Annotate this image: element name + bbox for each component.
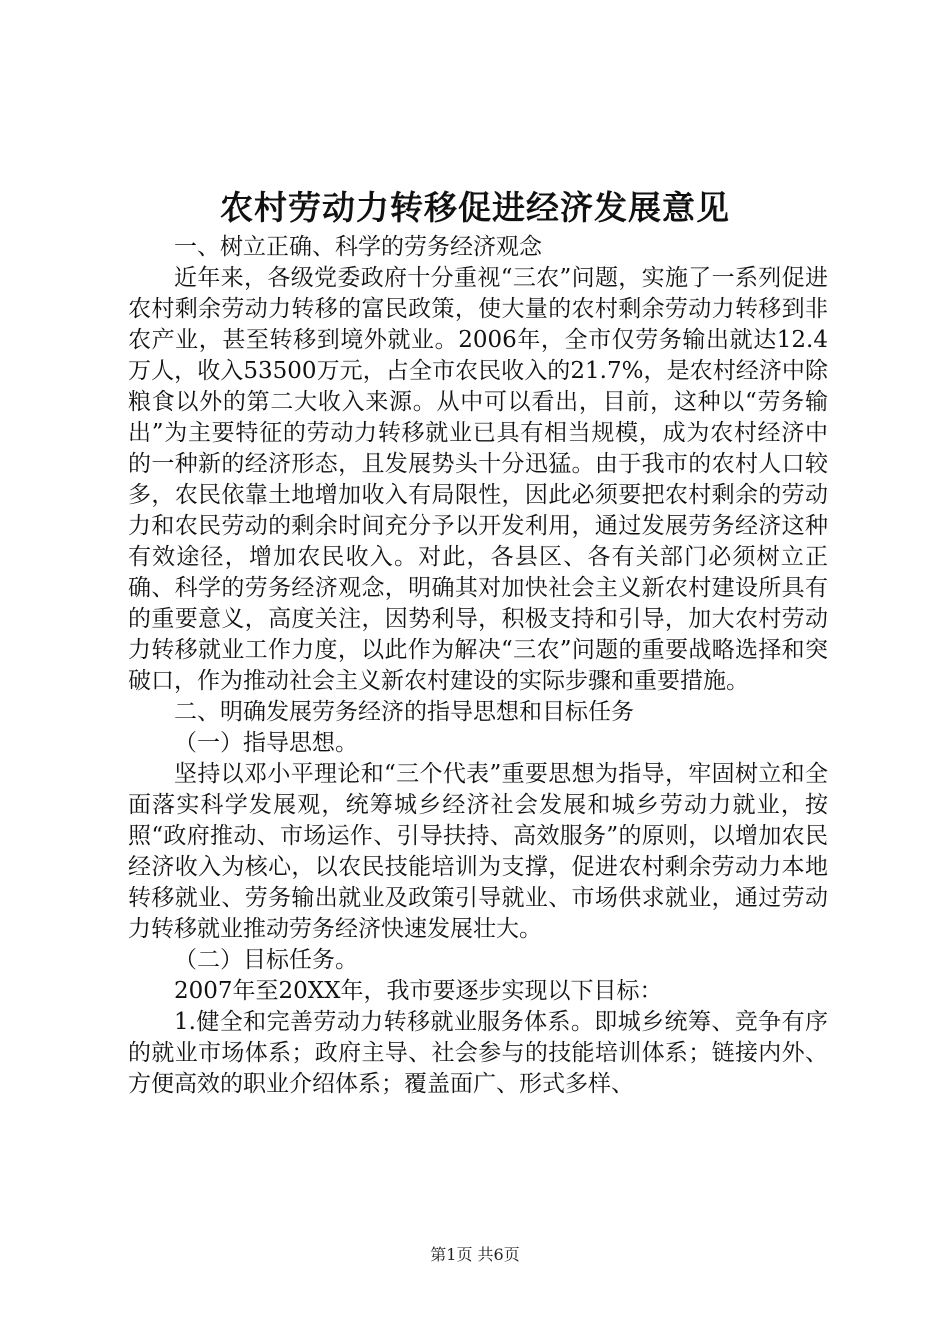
body-paragraph-4: 1.健全和完善劳动力转移就业服务体系。即城乡统筹、竞争有序的就业市场体系；政府主导、社会参与的技能培训体系；链接内外、方便高效的职业介绍体系；覆盖面广、形式多样、 [128, 1009, 828, 1097]
subsection-heading-target-tasks: （二）目标任务。 [174, 947, 358, 973]
page-footer: 第1页 共6页 [430, 1245, 520, 1264]
document-title: 农村劳动力转移促进经济发展意见 [220, 188, 730, 227]
body-paragraph-1: 近年来，各级党委政府十分重视“三农”问题，实施了一系列促进农村剩余劳动力转移的富民政策，使大量的农村剩余劳动力转移到非农产业，甚至转移到境外就业。2006年，全市仅劳务输出就达12.4万人，收入53500万元，占全市农民收入的21.7%，是农村经济中除粮食以外的第二大收入来源。从中可以看出，目前，这种以“劳务输出”为主要特征的劳动力转移就业已具有相当规模，成为农村经济中的一种新的经济形态，且发展势头十分迅猛。由于我市的农村人口较多，农民依靠土地增加收入有局限性，因此必须要把农村剩余的劳动力和农民劳动的剩余时间充分予以开发利用，通过发展劳务经济这种有效途径，增加农民收入。对此，各县区、各有关部门必须树立正确、科学的劳务经济观念，明确其对加快社会主义新农村建设所具有的重要意义，高度关注，因势利导，积极支持和引导，加大农村劳动力转移就业工作力度，以此作为解决“三农”问题的重要战略选择和突破口，作为推动社会主义新农村建设的实际步骤和重要措施。 [128, 265, 828, 694]
subsection-heading-guiding-thought: （一）指导思想。 [174, 730, 358, 756]
body-paragraph-3: 2007年至20XX年，我市要逐步实现以下目标： [174, 978, 663, 1004]
section-heading-2: 二、明确发展劳务经济的指导思想和目标任务 [174, 699, 634, 725]
document-body [128, 232, 828, 1100]
body-paragraph-2: 坚持以邓小平理论和“三个代表”重要思想为指导，牢固树立和全面落实科学发展观，统筹城乡经济社会发展和城乡劳动力就业，按照“政府推动、市场运作、引导扶持、高效服务”的原则，以增加农民经济收入为核心，以农民技能培训为支撑，促进农村剩余劳动力本地转移就业、劳务输出就业及政策引导就业、市场供求就业，通过劳动力转移就业推动劳务经济快速发展壮大。 [128, 761, 828, 942]
section-heading-1: 一、树立正确、科学的劳务经济观念 [174, 234, 542, 260]
